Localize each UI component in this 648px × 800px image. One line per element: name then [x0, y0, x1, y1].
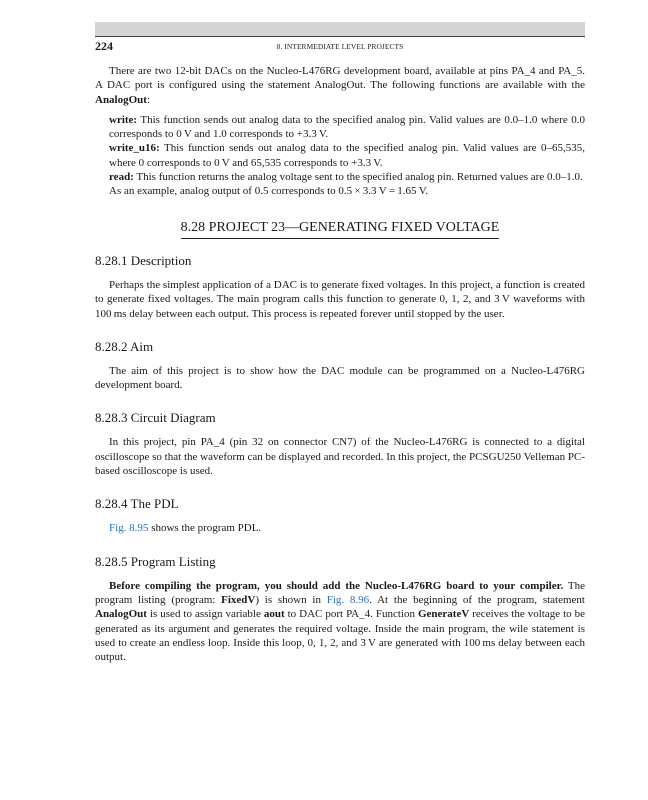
definition-write-u16: write_u16: This function sends out analog data to the specified analog pin. Valid values are 0–65,535, where 0 corresponds to 0 V and 65,535 corresponds to +3.3 V. — [109, 142, 585, 169]
figure-link-8-96[interactable]: Fig. 8.96 — [326, 593, 370, 606]
listing-heading: 8.28.5 Program Listing — [95, 553, 216, 569]
circuit-heading: 8.28.3 Circuit Diagram — [95, 410, 216, 426]
function-definitions — [109, 113, 585, 199]
body-text — [95, 64, 585, 664]
description-heading: 8.28.1 Description — [95, 252, 192, 268]
definition-read: read: This function returns the analog voltage sent to the specified analog pin. Returned values are 0.0–1.0. — [109, 171, 583, 184]
aim-paragraph: The aim of this project is to show how the DAC module can be programmed on a Nucleo-L476RG development board. — [95, 364, 585, 392]
example-paragraph: As an example, analog output of 0.5 corresponds to 0.5 × 3.3 V = 1.65 V. — [109, 185, 429, 198]
running-title: 8. INTERMEDIATE LEVEL PROJECTS — [276, 42, 404, 51]
section-title: 8.28 PROJECT 23—GENERATING FIXED VOLTAGE — [95, 221, 585, 235]
description-paragraph: Perhaps the simplest application of a DAC is to generate fixed voltages. In this project, a function is created to generate fixed voltages. The main program calls this function to generate 0, 1, 2, and 3 V waveforms with 100 ms delay between each output. This process is repeated forever until stopped by the user. — [95, 278, 585, 320]
header-rule — [95, 36, 585, 37]
pdl-heading: 8.28.4 The PDL — [95, 496, 179, 512]
intro-paragraph: There are two 12-bit DACs on the Nucleo-L476RG development board, available at pins PA_4 and PA_5. A DAC port is configured using the statement AnalogOut. The following functions are available with the AnalogOut: — [95, 65, 585, 106]
aim-heading: 8.28.2 Aim — [95, 338, 154, 354]
listing-paragraph: Before compiling the program, you should add the Nucleo-L476RG board to your compiler. The program listing (program: FixedV) is shown in Fig. 8.96. At the beginning of the program, statement AnalogOut is used to assign variable aout to DAC port PA_4. Function GenerateV receives the voltage to be generated as its argument and generates the required voltage. Inside the main program, the wile statement is used to create an endless loop. Inside this loop, 0, 1, 2, and 3 V are generated with 100 ms delay between each output. — [95, 579, 586, 664]
figure-link-8-95[interactable]: Fig. 8.95 — [109, 522, 149, 535]
pdl-paragraph: Fig. 8.95 shows the program PDL. — [109, 522, 262, 535]
page-number: 224 — [95, 39, 113, 53]
definition-write: write: This function sends out analog data to the specified analog pin. Valid values are 0.0–1.0 where 0.0 corresponds to 0 V and 1.0 corresponds to +3.3 V. — [109, 113, 585, 141]
header-bar — [95, 22, 585, 36]
circuit-paragraph: In this project, pin PA_4 (pin 32 on connector CN7) of the Nucleo-L476RG is connected to a digital oscilloscope so that the waveform can be displayed and recorded. In this project, the PCSGU250 Velleman PC-based oscilloscope is used. — [95, 436, 585, 478]
